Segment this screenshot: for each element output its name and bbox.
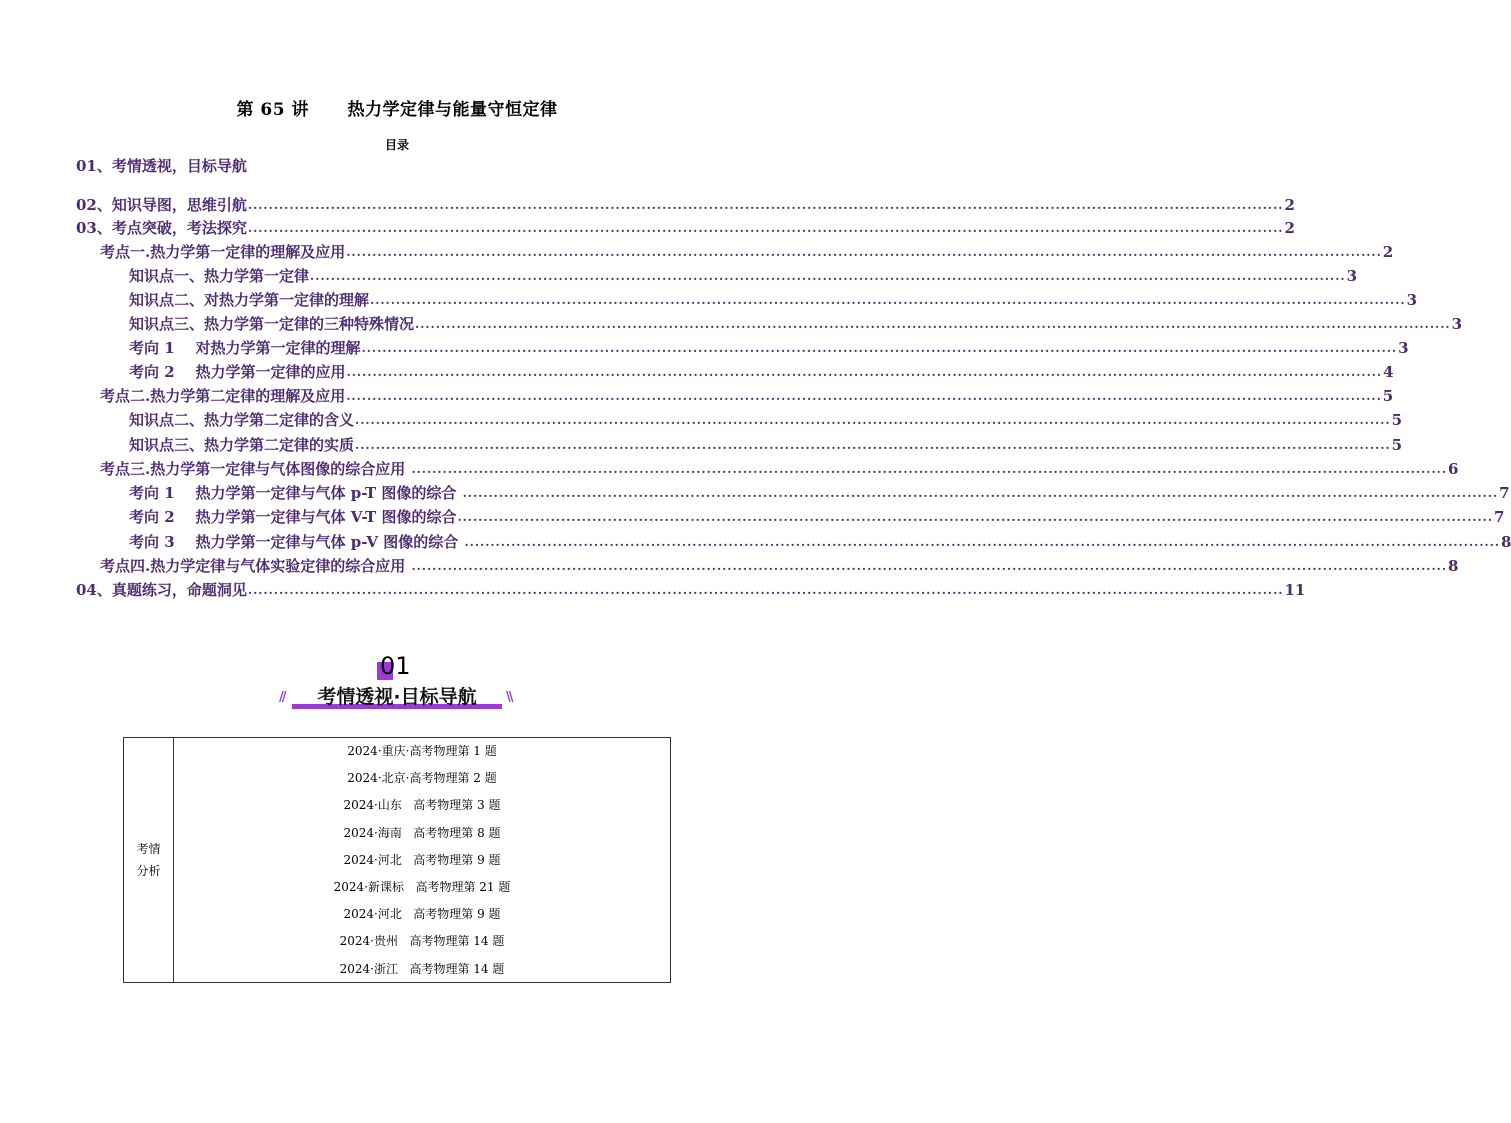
toc-entry-text: 考向 3 热力学第一定律与气体 p-V 图像的综合	[129, 533, 464, 551]
toc-entry[interactable]	[76, 154, 722, 176]
toc-dot-leader: ........................................................................................................................................................................................................	[415, 317, 1451, 331]
toc-entry-page: 4	[1383, 363, 1394, 381]
toc-entry-page: 7	[1494, 508, 1505, 526]
toc-entry-page: 5	[1391, 436, 1402, 454]
toc-entry-page: 3	[1346, 267, 1357, 285]
toc-dot-leader: ........................................................................................................................................................................................................	[310, 269, 1346, 283]
analysis-items	[174, 738, 670, 982]
toc-entry[interactable]	[129, 481, 1510, 503]
toc-entry-page: 8	[1501, 533, 1511, 551]
toc-entry-page: 5	[1391, 411, 1402, 429]
analysis-item: 2024·河北 高考物理第 9 题	[343, 907, 501, 922]
toc-entry[interactable]	[129, 408, 1402, 430]
toc-dot-leader: ........................................................................................................................................................................................................	[346, 365, 1383, 379]
toc-entry-text: 知识点二、对热力学第一定律的理解	[129, 291, 370, 309]
toc-dot-leader: ........................................................................................................................................................................................................	[464, 535, 1501, 549]
analysis-item: 2024·河北 高考物理第 9 题	[343, 852, 501, 867]
toc-entry[interactable]	[100, 554, 1459, 576]
toc-entry[interactable]	[129, 312, 1462, 334]
left-slash-decoration: //	[279, 690, 285, 705]
toc-entry-text: 考点一.热力学第一定律的理解及应用	[100, 243, 346, 261]
toc-dot-leader: ........................................................................................................................................................................................................	[462, 486, 1499, 500]
toc-entry[interactable]	[129, 505, 1505, 527]
toc-entry-page: 2	[1284, 219, 1295, 237]
section-title: 考情透视·目标导航	[317, 686, 477, 708]
analysis-item: 2024·海南 高考物理第 8 题	[343, 825, 501, 840]
toc-entry-text: 03、考点突破，考法探究	[76, 219, 247, 237]
toc-entry-page: 2	[1284, 196, 1295, 214]
toc-entry-text: 知识点三、热力学第一定律的三种特殊情况	[129, 315, 415, 333]
toc-entry-page: 3	[1406, 291, 1417, 309]
analysis-item: 2024·山东 高考物理第 3 题	[343, 798, 501, 813]
toc-entry-text: 考向 2 热力学第一定律的应用	[129, 363, 346, 381]
toc-entry[interactable]	[76, 578, 1306, 600]
analysis-item: 2024·北京·高考物理第 2 题	[347, 771, 497, 786]
toc-entry[interactable]	[76, 216, 1295, 238]
toc-dot-leader: ........................................................................................................................................................................................................	[457, 510, 1493, 524]
toc-dot-leader: ........................................................................................................................................................................................................	[346, 389, 1382, 403]
toc-entry[interactable]	[129, 530, 1511, 552]
toc-entry-text: 考向 2 热力学第一定律与气体 V-T 图像的综合	[129, 508, 457, 526]
toc-entry-text: 02、知识导图，思维引航	[76, 196, 247, 214]
toc-dot-leader: ........................................................................................................................................................................................................	[346, 245, 1382, 259]
toc-entry[interactable]	[76, 193, 1295, 215]
analysis-item: 2024·重庆·高考物理第 1 题	[347, 744, 497, 758]
toc-entry-text: 知识点二、热力学第二定律的含义	[129, 411, 355, 429]
analysis-label-cell	[124, 738, 174, 982]
toc-entry-text: 考点三.热力学第一定律与气体图像的综合应用	[100, 460, 411, 478]
analysis-label-line: 分析	[136, 864, 161, 878]
toc-entry-page: 3	[1451, 315, 1462, 333]
toc-dot-leader: ........................................................................................................................................................................................................	[370, 293, 1406, 307]
toc-entry-text: 04、真题练习，命题洞见	[76, 581, 247, 599]
right-slash-decoration: \\	[506, 690, 512, 705]
analysis-label	[134, 838, 164, 882]
analysis-item: 2024·贵州 高考物理第 14 题	[339, 934, 505, 949]
analysis-label-line: 考情	[136, 842, 161, 856]
toc-entry[interactable]	[129, 264, 1357, 286]
toc-dot-leader: ........................................................................................................................................................................................................	[247, 198, 1284, 212]
toc-entry[interactable]	[129, 288, 1417, 310]
toc-entry-page: 8	[1448, 557, 1459, 575]
toc-dot-leader: ........................................................................................................................................................................................................	[247, 221, 1284, 235]
toc-entry-text: 考点四.热力学定律与气体实验定律的综合应用	[100, 557, 411, 575]
toc-entry-page: 5	[1382, 387, 1394, 405]
document-title: 第 65 讲 热力学定律与能量守恒定律	[236, 100, 558, 120]
toc-entry[interactable]	[129, 336, 1409, 358]
toc-heading: 目录	[384, 138, 409, 152]
toc-entry[interactable]	[100, 384, 1394, 406]
toc-entry-page: 11	[1284, 581, 1306, 599]
toc-entry[interactable]	[129, 360, 1394, 382]
toc-entry-page: 3	[1398, 339, 1409, 357]
toc-entry-text: 考向 1 热力学第一定律与气体 p-T 图像的综合	[129, 484, 462, 502]
toc-entry[interactable]	[129, 433, 1402, 455]
toc-entry-text: 考点二.热力学第二定律的理解及应用	[100, 387, 346, 405]
analysis-item: 2024·新课标 高考物理第 21 题	[333, 879, 511, 894]
exam-analysis-table	[123, 737, 671, 983]
toc-entry-text: 考向 1 对热力学第一定律的理解	[129, 339, 361, 357]
toc-entry[interactable]	[100, 240, 1394, 262]
toc-entry[interactable]	[100, 457, 1459, 479]
analysis-item: 2024·浙江 高考物理第 14 题	[339, 961, 505, 976]
toc-dot-leader: ........................................................................................................................................................................................................	[247, 583, 1284, 597]
toc-entry-text: 知识点一、热力学第一定律	[129, 267, 310, 285]
toc-dot-leader: ........................................................................................................................................................................................................	[355, 438, 1391, 452]
toc-entry-page: 7	[1499, 484, 1510, 502]
toc-dot-leader: ........................................................................................................................................................................................................	[355, 413, 1391, 427]
toc-entry-text: 01、考情透视，目标导航	[76, 157, 247, 175]
toc-dot-leader: ........................................................................................................................................................................................................	[411, 462, 1447, 476]
toc-entry-text: 知识点三、热力学第二定律的实质	[129, 436, 355, 454]
section-number: 01	[380, 652, 411, 680]
toc-entry-page: 2	[1382, 243, 1394, 261]
toc-dot-leader: ........................................................................................................................................................................................................	[361, 341, 1398, 355]
toc-entry-page: 6	[1448, 460, 1459, 478]
toc-dot-leader: ........................................................................................................................................................................................................	[411, 559, 1447, 573]
